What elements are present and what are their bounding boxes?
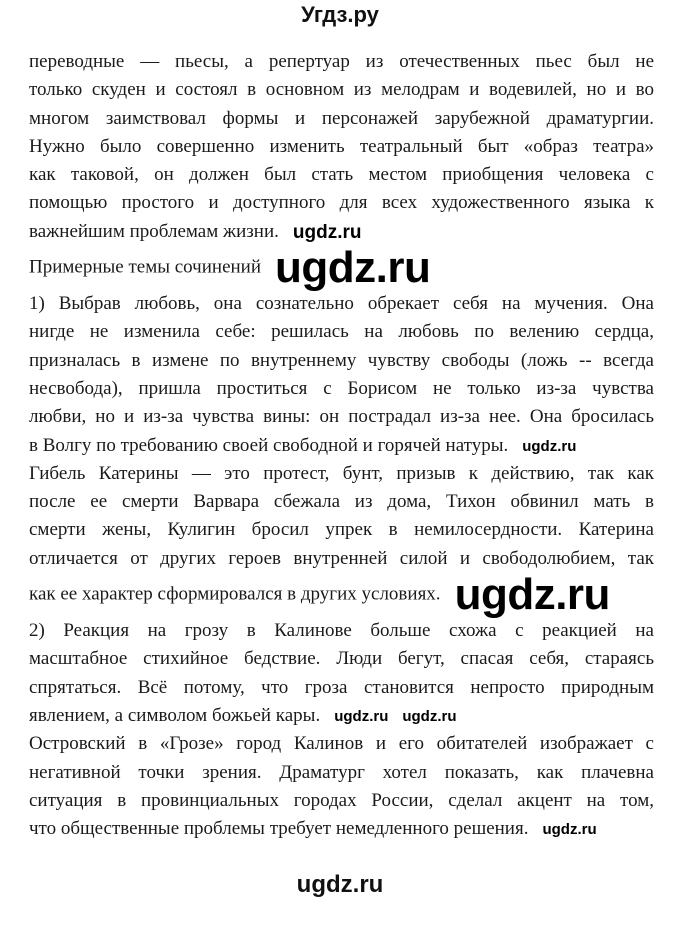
text-line [29, 787, 654, 815]
text-line-content: как ее характер сформировался в других условиях. [29, 583, 441, 605]
text-line-content: Нужно было совершенно изменить театральный быт «образ театра» [29, 135, 654, 157]
watermark-large: ugdz.ru [275, 243, 431, 293]
text-line [29, 545, 654, 573]
text-line [29, 375, 654, 403]
text-line [29, 702, 654, 730]
watermark-small: ugdz.ru [334, 708, 389, 726]
text-line-content: нигде не изменила себе: решилась на любовь по велению сердца, [29, 321, 654, 343]
footer-watermark: ugdz.ru [296, 871, 384, 898]
text-line [29, 189, 654, 217]
text-line-content: Островский в «Грозе» город Калинов и его обитателей изображает с [29, 733, 654, 755]
text-line [29, 48, 654, 76]
text-line [29, 76, 654, 104]
text-line [29, 516, 654, 544]
text-line-content: смерти жены, Кулигин бросил упрек в немилосердности. Катерина [29, 519, 654, 541]
text-line [29, 161, 654, 189]
text-line [29, 617, 654, 645]
text-line [29, 105, 654, 133]
text-line-content: переводные — пьесы, а репертуар из отечественных пьес был не [29, 51, 654, 72]
text-line-content: отличается от других героев внутренней силой и свободолюбием, так [29, 547, 654, 569]
text-line [29, 318, 654, 346]
text-line [29, 218, 654, 246]
document-body [29, 48, 654, 843]
text-line-content: Примерные темы сочинений [29, 256, 262, 278]
watermark-small: ugdz.ru [542, 821, 597, 839]
text-line [29, 488, 654, 516]
text-line [29, 674, 654, 702]
text-line-content: что общественные проблемы требует немедленного решения. [29, 818, 529, 840]
watermark-small: ugdz.ru [522, 437, 577, 455]
text-line-content: 1) Выбрав любовь, она сознательно обрекает себя на мучения. Она [29, 293, 654, 315]
text-line [29, 403, 654, 431]
text-line [29, 243, 654, 293]
text-line-content: в Волгу по требованию своей свободной и горячей натуры. [29, 434, 509, 456]
text-line [29, 730, 654, 758]
text-line [29, 347, 654, 375]
text-line-content: спрятаться. Всё потому, что гроза становится непросто природным [29, 676, 654, 698]
text-line-content: масштабное стихийное бедствие. Люди бегут, спасая себя, стараясь [29, 648, 654, 670]
text-line [29, 133, 654, 161]
text-line-content: 2) Реакция на грозу в Калинове больше схожа с реакцией на [29, 620, 654, 642]
text-line-content: любви, но и из-за чувства вины: он пострадал из-за нее. Она бросилась [29, 406, 654, 428]
text-line [29, 815, 654, 843]
text-line-content: негативной точки зрения. Драматург хотел показать, как плачевна [29, 761, 654, 783]
watermark-medium: ugdz.ru [292, 221, 362, 243]
text-line-content: Гибель Катерины — это протест, бунт, призыв к действию, так как [29, 462, 654, 484]
text-line [29, 570, 654, 620]
text-line-content: ситуация в провинциальных городах России, сделал акцент на том, [29, 789, 654, 811]
text-line-content: помощью простого и доступного для всех художественного языка к [29, 192, 654, 214]
watermark-large: ugdz.ru [454, 570, 610, 620]
text-line [29, 645, 654, 673]
text-line-content: важнейшим проблемам жизни. [29, 220, 279, 242]
text-line [29, 759, 654, 787]
text-line [29, 460, 654, 488]
text-line [29, 432, 654, 460]
text-line-content: после ее смерти Варвара сбежала из дома, Тихон обвинил мать в [29, 491, 654, 513]
text-line-content: явлением, а символом божьей кары. [29, 704, 321, 726]
text-line-content: призналась в измене по внутреннему чувству свободы (ложь -- всегда [29, 349, 654, 371]
site-title: Угдз.ру [301, 2, 379, 27]
text-line-content: как таковой, он должен был стать местом приобщения человека с [29, 164, 654, 186]
text-line-content: многом заимствовал формы и персонажей зарубежной драматургии. [29, 107, 654, 129]
watermark-small: ugdz.ru [402, 708, 457, 726]
text-line [29, 290, 654, 318]
text-line-content: несвобода), пришла проститься с Борисом не только из-за чувства [29, 377, 654, 399]
text-line-content: только скуден и состоял в основном из мелодрам и водевилей, но и во [29, 79, 654, 101]
